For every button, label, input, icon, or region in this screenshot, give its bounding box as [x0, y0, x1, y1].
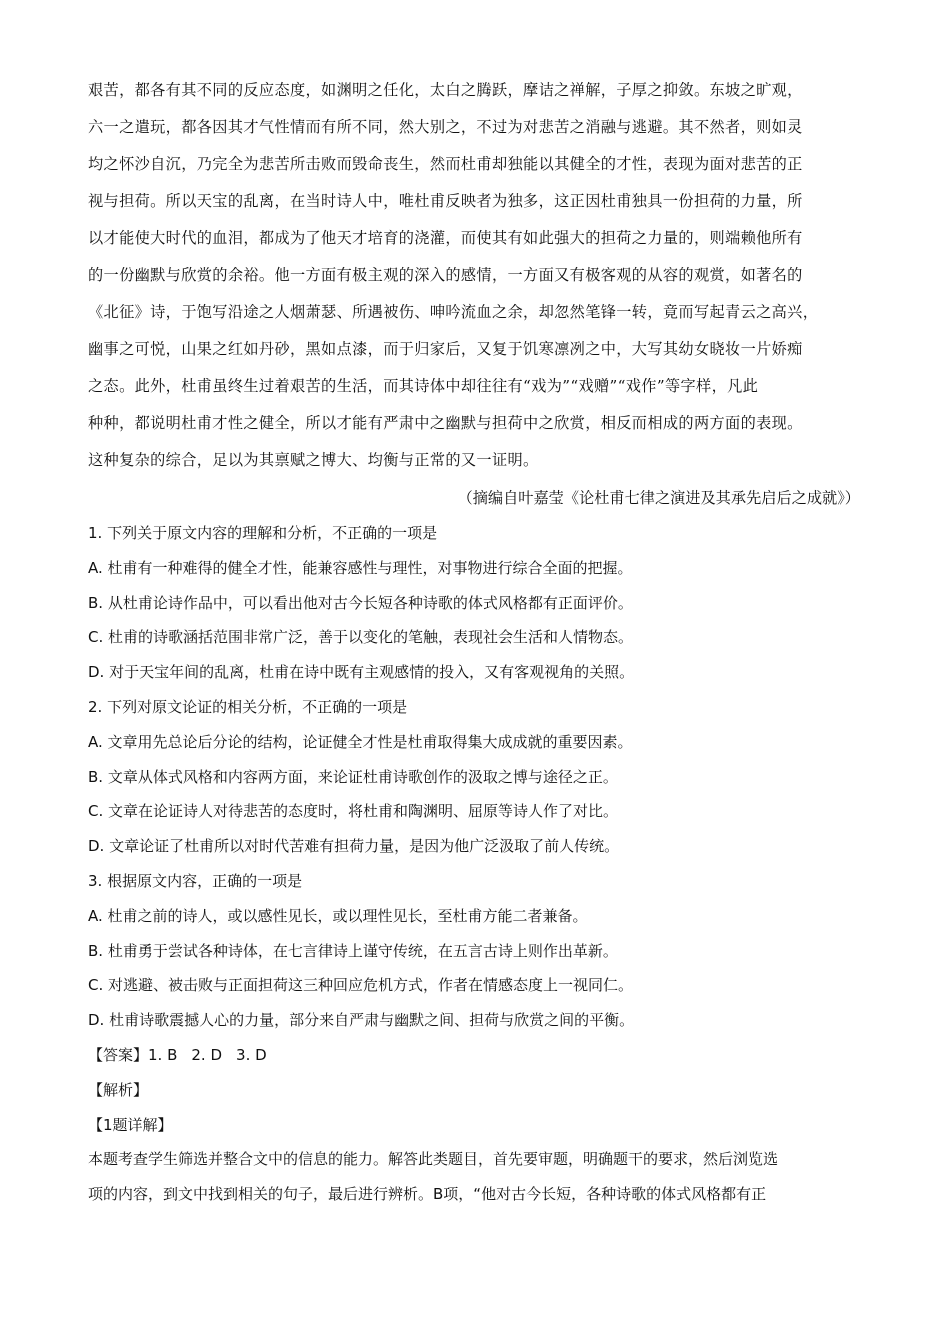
answer-label: 【答案】: [88, 1045, 149, 1064]
passage-line: 《北征》诗，于饱写沿途之人烟萧瑟、所遇被伤、呻吟流血之余，却忽然笔锋一转，竟而写起青云之高兴，: [88, 303, 819, 321]
answer-item: 3. D: [236, 1045, 267, 1064]
question-option: D. 文章论证了杜甫所以对时代苦难有担荷力量，是因为他广泛汲取了前人传统。: [88, 837, 620, 856]
passage-text: [88, 72, 864, 479]
question-option: C. 文章在论证诗人对待悲苦的态度时，将杜甫和陶渊明、屈原等诗人作了对比。: [88, 802, 619, 821]
passage-line: 这种复杂的综合，足以为其禀赋之博大、均衡与正常的又一证明。: [88, 451, 539, 469]
analysis-line: 项的内容，到文中找到相关的句子，最后进行辨析。B项，“他对古今长短，各种诗歌的体式风格都有正: [88, 1185, 767, 1204]
question-stem: 1. 下列关于原文内容的理解和分析，不正确的一项是: [88, 524, 438, 542]
passage-source: （摘编自叶嘉莹《论杜甫七律之演进及其承先启后之成就》）: [457, 489, 860, 507]
question-option: A. 杜甫有一种难得的健全才性，能兼容感性与理性，对事物进行综合全面的把握。: [88, 558, 633, 577]
question-option: B. 杜甫勇于尝试各种诗体，在七言律诗上谨守传统，在五言古诗上则作出革新。: [88, 941, 618, 960]
passage-line: 以才能使大时代的血泪，都成为了他天才培育的浇灌，而使其有如此强大的担荷之力量的，则端赖他所有: [88, 229, 803, 247]
question-2: [88, 690, 868, 864]
question-option: C. 杜甫的诗歌涵括范围非常广泛，善于以变化的笔触，表现社会生活和人情物态。: [88, 628, 634, 647]
answer-item: 1. B: [148, 1045, 178, 1064]
passage-line: 幽事之可悦，山果之红如丹砂，黑如点漆，而于归家后，又复于饥寒凛冽之中，大写其幼女晓妆一片娇痴: [88, 340, 803, 358]
question-option: A. 文章用先总论后分论的结构，论证健全才性是杜甫取得集大成成就的重要因素。: [88, 732, 633, 751]
analysis-section: [88, 1073, 868, 1212]
answer-item: 2. D: [191, 1045, 223, 1064]
question-option: D. 对于天宝年间的乱离，杜甫在诗中既有主观感情的投入，又有客观视角的关照。: [88, 663, 635, 682]
analysis-sub-label: 【1题详解】: [88, 1115, 173, 1134]
question-option: B. 文章从体式风格和内容两方面，来论证杜甫诗歌创作的汲取之博与途径之正。: [88, 767, 618, 786]
passage-line: 之态。此外，杜甫虽终生过着艰苦的生活，而其诗体中却往往有“戏为”“戏赠”“戏作”等字样，凡此: [88, 377, 759, 395]
question-option: B. 从杜甫论诗作品中，可以看出他对古今长短各种诗歌的体式风格都有正面评价。: [88, 593, 633, 612]
analysis-line: 本题考查学生筛选并整合文中的信息的能力。解答此类题目，首先要审题，明确题干的要求，然后浏览选: [88, 1150, 779, 1169]
passage-line: 均之怀沙自沉，乃完全为悲苦所击败而毁命丧生，然而杜甫却独能以其健全的才性，表现为面对悲苦的正: [88, 155, 803, 173]
question-option: D. 杜甫诗歌震撼人心的力量，部分来自严肃与幽默之间、担荷与欣赏之间的平衡。: [88, 1011, 635, 1030]
question-option: A. 杜甫之前的诗人，或以感性见长，或以理性见长，至杜甫方能二者兼备。: [88, 906, 588, 925]
passage-line: 六一之遣玩，都各因其才气性情而有所不同，然大别之，不过为对悲苦之消融与逃避。其不然者，则如灵: [88, 118, 803, 136]
answer-key: [88, 1038, 868, 1073]
passage-line: 种种，都说明杜甫才性之健全，所以才能有严肃中之幽默与担荷中之欣赏，相反而相成的两方面的表现。: [88, 414, 803, 432]
question-1: [88, 516, 868, 690]
question-stem: 3. 根据原文内容，正确的一项是: [88, 871, 303, 890]
questions-section: [88, 516, 868, 1212]
analysis-label: 【解析】: [88, 1080, 149, 1099]
question-3: [88, 864, 868, 1038]
passage-line: 艰苦，都各有其不同的反应态度，如渊明之任化，太白之腾跃，摩诘之禅解，子厚之抑敛。东坡之旷观，: [88, 81, 803, 99]
passage-line: 视与担荷。所以天宝的乱离，在当时诗人中，唯杜甫反映者为独多，这正因杜甫独具一份担荷的力量，所: [88, 192, 803, 210]
passage-line: 的一份幽默与欣赏的余裕。他一方面有极主观的深入的感情，一方面又有极客观的从容的观赏，如著名的: [88, 266, 803, 284]
question-option: C. 对逃避、被击败与正面担荷这三种回应危机方式，作者在情感态度上一视同仁。: [88, 976, 634, 995]
question-stem: 2. 下列对原文论证的相关分析，不正确的一项是: [88, 697, 408, 716]
